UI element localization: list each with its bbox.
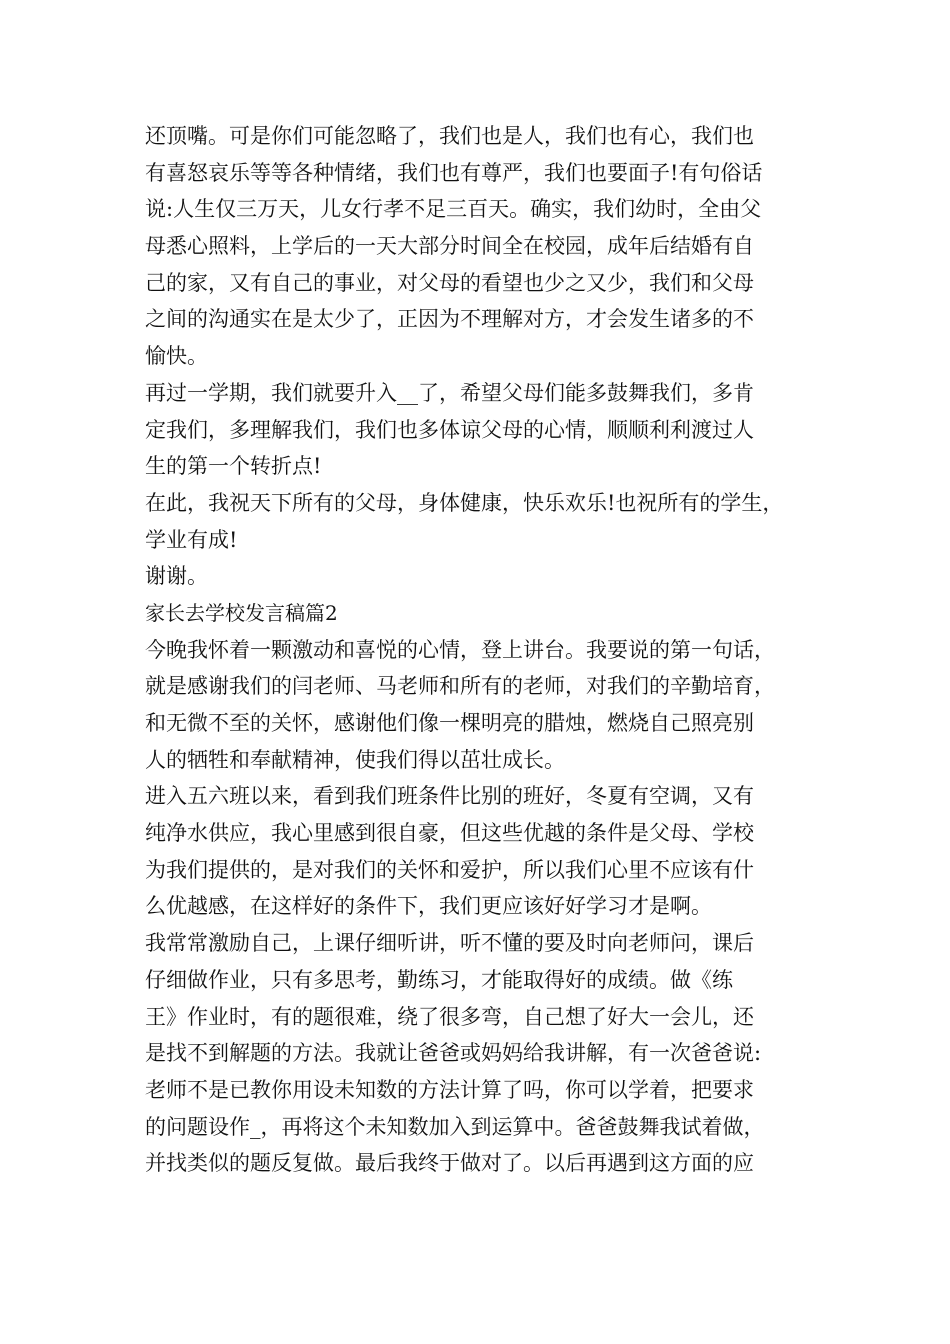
text-line: 己的家，又有自己的事业，对父母的看望也少之又少，我们和父母: [145, 270, 754, 295]
text-line: 人的牺牲和奉献精神，使我们得以茁壮成长。: [145, 747, 565, 772]
text-line: 生的第一个转折点!: [145, 454, 322, 479]
text-line: 今晚我怀着一颗激动和喜悦的心情，登上讲台。我要说的第一句话，: [145, 637, 775, 662]
text-line: 定我们，多理解我们，我们也多体谅父母的心情，顺顺利利渡过人: [145, 417, 754, 442]
text-line: 和无微不至的关怀，感谢他们像一棵明亮的腊烛，燃烧自己照亮别: [145, 711, 754, 735]
text-line: 在此，我祝天下所有的父母，身体健康，快乐欢乐!也祝所有的学生，: [145, 490, 784, 515]
document-body: [145, 118, 820, 1182]
text-line: 之间的沟通实在是太少了，正因为不理解对方，才会发生诸多的不: [145, 307, 754, 332]
text-line: 么优越感，在这样好的条件下，我们更应该好好学习才是啊。: [145, 894, 712, 919]
text-line: 纯净水供应，我心里感到很自豪，但这些优越的条件是父母、学校: [145, 821, 754, 846]
text-line: 是找不到解题的方法。我就让爸爸或妈妈给我讲解，有一次爸爸说:: [145, 1041, 762, 1066]
text-line: 就是感谢我们的闫老师、马老师和所有的老师，对我们的辛勤培育，: [145, 674, 775, 699]
text-line: 母悉心照料，上学后的一天大部分时间全在校园，成年后结婚有自: [145, 234, 754, 259]
text-line: 谢谢。: [145, 564, 208, 589]
text-line: 老师不是已教你用设未知数的方法计算了吗，你可以学着，把要求: [145, 1077, 754, 1102]
text-line: 仔细做作业，只有多思考，勤练习，才能取得好的成绩。做《练: [145, 967, 733, 992]
text-line: 王》作业时，有的题很难，绕了很多弯，自己想了好大一会儿，还: [145, 1004, 754, 1029]
text-line: 说:人生仅三万天，儿女行孝不足三百天。确实，我们幼时，全由父: [145, 197, 762, 222]
text-line: 再过一学期，我们就要升入__了，希望父母们能多鼓舞我们，多肯: [145, 380, 754, 405]
text-line: 还顶嘴。可是你们可能忽略了，我们也是人，我们也有心，我们也: [145, 124, 754, 148]
text-line: 愉快。: [145, 344, 208, 369]
text-line: 我常常激励自己，上课仔细听讲，听不懂的要及时向老师问，课后: [145, 931, 754, 956]
section-heading: 家长去学校发言稿篇2: [145, 600, 338, 625]
text-line: 有喜怒哀乐等等各种情绪，我们也有尊严，我们也要面子!有句俗话: [145, 160, 763, 185]
text-line: 并找类似的题反复做。最后我终于做对了。以后再遇到这方面的应: [145, 1151, 754, 1176]
text-line: 的问题设作_，再将这个未知数加入到运算中。爸爸鼓舞我试着做，: [145, 1114, 765, 1139]
text-line: 学业有成!: [145, 527, 238, 552]
text-line: 进入五六班以来，看到我们班条件比别的班好，冬夏有空调，又有: [145, 784, 754, 809]
text-line: 为我们提供的，是对我们的关怀和爱护，所以我们心里不应该有什: [145, 857, 754, 882]
